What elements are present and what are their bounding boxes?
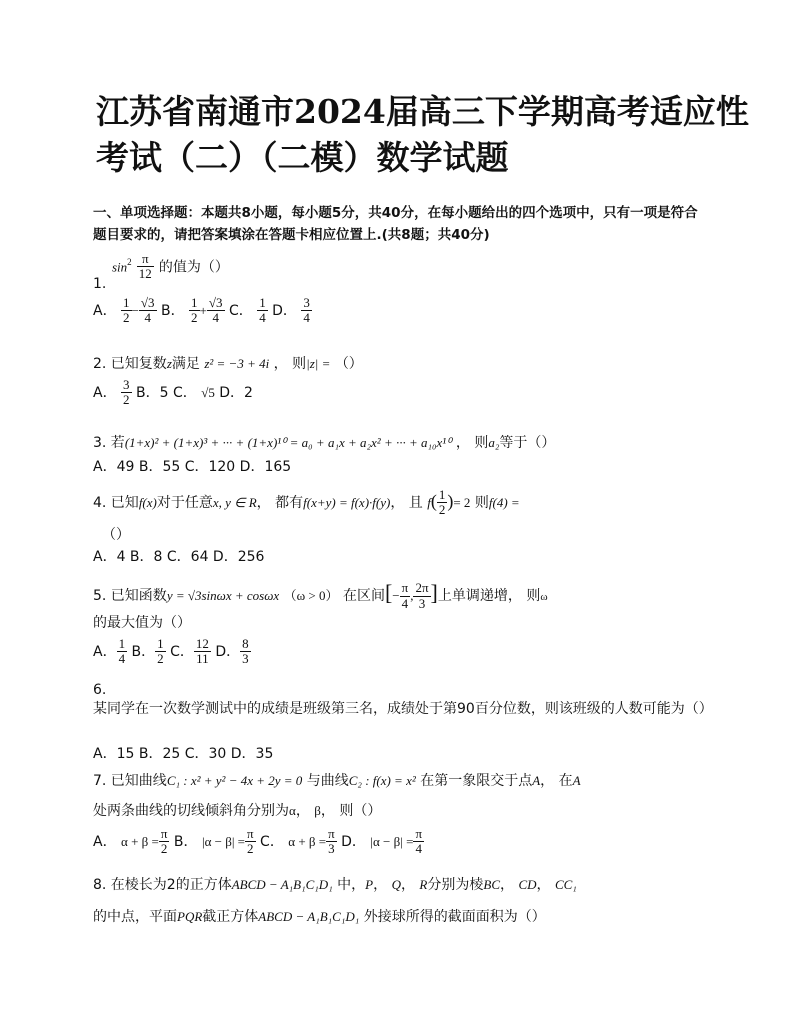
- q7-stem-g: ， 则（）: [320, 803, 382, 819]
- q5-int-a-den: 4: [401, 595, 409, 611]
- q2-option-a-label: A．: [93, 384, 117, 401]
- q8-stem-line1: 8. 在棱长为2的正方体ABCD − A₁B₁C₁D₁ 中，P， Q， R分别为棱BC， CD， CC₁: [93, 877, 577, 893]
- q4-stem: 4. 已知f(x)对于任意x, y ∈ R， 都有f(x+y) = f(x)·f(y)， 且 f( $\frac{1}{2}$ )= 2 则f(4) =: [93, 487, 520, 518]
- q2-opt-a-den: 2: [123, 392, 130, 408]
- q4-equation: f(x+y) = f(x)·f(y): [303, 494, 391, 510]
- q1-option-c-label: C．: [228, 302, 253, 319]
- q7-alpha: α: [289, 803, 296, 818]
- q5-b-den: 2: [157, 651, 164, 667]
- q8-p: P: [365, 877, 374, 892]
- q4-stem-d: ， 且: [390, 494, 423, 511]
- q2-option-c-value: √5: [201, 384, 215, 400]
- q2-stem-a: 2. 已知复数: [93, 356, 167, 372]
- q7-option-d-label: D．: [341, 833, 366, 850]
- q2-option-d: D．2: [219, 384, 253, 401]
- q1-expression: [112, 252, 229, 282]
- q5-c-den: 11: [196, 651, 209, 667]
- q3-stem: [93, 432, 555, 452]
- q3-stem-a: 3. 若: [93, 435, 125, 451]
- q5-int-b-num: 2π: [415, 580, 429, 596]
- q6-options: A．15 B．25 C．30 D．35: [93, 746, 274, 762]
- q7-point-a: A: [532, 773, 541, 788]
- q4-ask: f(4) =: [488, 494, 520, 510]
- q7-b-num: π: [247, 826, 254, 841]
- q5-a-num: 1: [118, 636, 126, 651]
- q4-cond-den: 2: [438, 502, 446, 518]
- q4-cond-post: = 2: [453, 494, 471, 510]
- q7-point-a-2: A: [572, 773, 581, 788]
- q7-curve-c1: C₁ : x² + y² − 4x + 2y = 0: [166, 773, 303, 788]
- q5-int-b-den: 3: [418, 595, 426, 611]
- q4-options: A．4 B．8 C．64 D．256: [93, 549, 265, 565]
- q2-stem-b: 满足: [171, 356, 200, 372]
- q5-option-d-label: D．: [215, 643, 241, 660]
- q1-option-b-label: B．: [160, 302, 185, 319]
- q5-a-den: 4: [118, 651, 126, 667]
- q2-options: [93, 378, 253, 408]
- q4-stem-e: 则: [474, 494, 489, 511]
- q7-options: [93, 827, 424, 857]
- q4-cond-f: f: [427, 494, 431, 510]
- q7-stem-b: 与曲线: [306, 773, 349, 789]
- q8-q: Q: [391, 877, 401, 892]
- q7-c-num: π: [328, 826, 335, 841]
- q1-option-d-label: D．: [272, 302, 297, 319]
- q4-stem-c: ， 都有: [256, 494, 304, 511]
- q8-bc: BC: [483, 877, 500, 892]
- page-title-line-2: 考试（二）（二模）数学试题: [96, 138, 509, 177]
- q5-stem: 5. 已知函数y = √3sinωx + cosωx （ω > 0） 在区间[− $\frac{\pi}{4}$ , $\frac{2\pi}{3}$ ]上单调递增， 则ω: [93, 580, 548, 611]
- q5-condition: （ω > 0）: [283, 588, 339, 603]
- q5-stem-a: 5. 已知函数: [93, 588, 167, 604]
- q8-stem-c: 分别为棱: [427, 877, 484, 893]
- q5-function: y = √3sinωx + cosωx: [166, 588, 280, 603]
- q5-int-a-num: π: [401, 580, 409, 596]
- q7-stem-c: 在第一象限交于点: [420, 773, 533, 789]
- q4-xy: x, y ∈ R: [212, 494, 257, 510]
- q7-d-den: 4: [415, 841, 422, 857]
- q6-number: 6.: [93, 682, 107, 698]
- q7-a-den: 2: [160, 841, 168, 857]
- q4-cond-num: 1: [438, 487, 446, 502]
- q4-blank: （）: [102, 527, 130, 543]
- q7-a-num: π: [160, 826, 168, 841]
- q2-abs-z: |z| =: [306, 356, 331, 371]
- q8-r: R: [419, 877, 428, 892]
- q8-stem-line2: [93, 906, 546, 926]
- q8-stem-a: 8. 在棱长为2的正方体: [93, 877, 232, 893]
- q1-stem: 的值为（）: [158, 259, 229, 276]
- q4-cond-frac: [437, 488, 448, 518]
- page-title-line-1: 江苏省南通市2024届高三下学期高考适应性: [96, 92, 749, 131]
- q7-option-a-label: A．: [93, 833, 117, 850]
- q7-stem-a: 7. 已知曲线: [93, 773, 167, 789]
- q2-stem-c: ， 则: [273, 356, 307, 372]
- q2-opt-a-num: 3: [123, 377, 130, 392]
- q5-options: [93, 637, 251, 667]
- q8-comma: ，: [536, 877, 551, 893]
- q7-option-c-expr: α + β =: [288, 833, 327, 849]
- q5-stem-b: 在区间: [342, 588, 385, 604]
- q1-options: A． $\frac{1}{2}$ − $\frac{√3}{4}$ B． $\frac{1}{2}$ + $\frac{√3}{4}$ C． $\frac{1}{4}$ D． $\frac{3}{4}$: [93, 295, 310, 326]
- q7-stem-line1: [93, 770, 581, 790]
- q3-stem-c: 等于（）: [499, 435, 556, 451]
- q3-stem-b: ， 则: [455, 435, 489, 451]
- q5-stem-c: 上单调递增， 则: [437, 588, 541, 604]
- q5-option-c-label: C．: [170, 643, 194, 660]
- q7-d-num: π: [415, 826, 423, 841]
- q2-var-z: z: [166, 356, 172, 371]
- q2-equation: z² = −3 + 4i: [204, 356, 270, 371]
- q1-frac-num: π: [137, 252, 154, 267]
- q7-stem-e: 处两条曲线的切线倾斜角分别为: [93, 803, 289, 819]
- q8-stem-f: 外接球所得的截面面积为（）: [363, 909, 546, 925]
- q8-cd: CD: [518, 877, 537, 892]
- q8-stem-e: 截正方体: [202, 909, 259, 925]
- q5-interval-right: [413, 581, 430, 611]
- q2-option-a-frac: [121, 378, 132, 408]
- q7-option-b-label: B．: [173, 833, 198, 850]
- q8-pqr: PQR: [177, 909, 203, 924]
- q7-curve-c2: C₂ : f(x) = x²: [348, 773, 416, 788]
- q3-var: a₂: [488, 435, 500, 450]
- q4-fx: f(x): [138, 494, 157, 510]
- q8-cube-2: ABCD − A₁B₁C₁D₁: [258, 909, 360, 924]
- q1-sin: sin: [112, 259, 128, 275]
- q7-option-c-label: C．: [260, 833, 284, 850]
- q3-options: A．49 B．55 C．120 D．165: [93, 459, 292, 475]
- q4-stem-a: 4. 已知: [93, 494, 139, 511]
- q1-number: 1.: [93, 276, 107, 292]
- q5-interval-left: [400, 581, 411, 611]
- q7-stem-f: ，: [295, 803, 310, 819]
- q2-stem-d: （）: [334, 356, 363, 372]
- q5-b-num: 1: [157, 636, 164, 651]
- q3-equation: (1+x)² + (1+x)³ + ··· + (1+x)¹⁰ = a₀ + a₁x + a₂x² + ··· + a₁₀x¹⁰: [124, 435, 452, 450]
- q5-d-num: 8: [242, 636, 249, 651]
- section-header: 一、单项选择题：本题共8小题，每小题5分，共40分，在每小题给出的四个选项中，只有一项是符合题目要求的，请把答案填涂在答题卡相应位置上.(共8题；共40分): [93, 205, 698, 244]
- q7-c-den: 3: [328, 841, 335, 857]
- q7-b-den: 2: [247, 841, 254, 857]
- q5-stem-d: 的最大值为（）: [93, 615, 191, 631]
- q8-stem-d: 的中点，平面: [93, 909, 177, 925]
- q5-omega: ω: [540, 591, 548, 603]
- q8-cube: ABCD − A₁B₁C₁D₁: [231, 877, 333, 892]
- q7-option-b-expr: |α − β| =: [201, 833, 246, 849]
- q7-option-d-expr: |α − β| =: [370, 833, 414, 849]
- q5-c-num: 12: [195, 636, 209, 651]
- q7-stem-line2: [93, 800, 381, 820]
- q2-options-bc: B．5 C．: [135, 384, 197, 401]
- q1-power: 2: [127, 256, 132, 267]
- q5-d-den: 3: [242, 651, 249, 667]
- q7-stem-d: ， 在: [540, 773, 573, 789]
- q1-fraction: [137, 252, 154, 282]
- q4-stem-b: 对于任意: [156, 494, 213, 511]
- q5-option-b-label: B．: [131, 643, 156, 660]
- q8-stem-b: 中，: [337, 877, 366, 893]
- q1-frac-den: 12: [138, 266, 152, 282]
- q1-option-a-label: A．: [93, 302, 117, 319]
- q7-beta: β: [314, 803, 321, 818]
- q7-option-a-expr: α + β =: [121, 833, 159, 849]
- q6-stem: 某同学在一次数学测试中的成绩是班级第三名，成绩处于第90百分位数，则该班级的人数可能为（）: [93, 701, 713, 717]
- q8-cc1: CC₁: [554, 877, 577, 892]
- q5-option-a-label: A．: [93, 643, 117, 660]
- q2-stem: [93, 353, 363, 373]
